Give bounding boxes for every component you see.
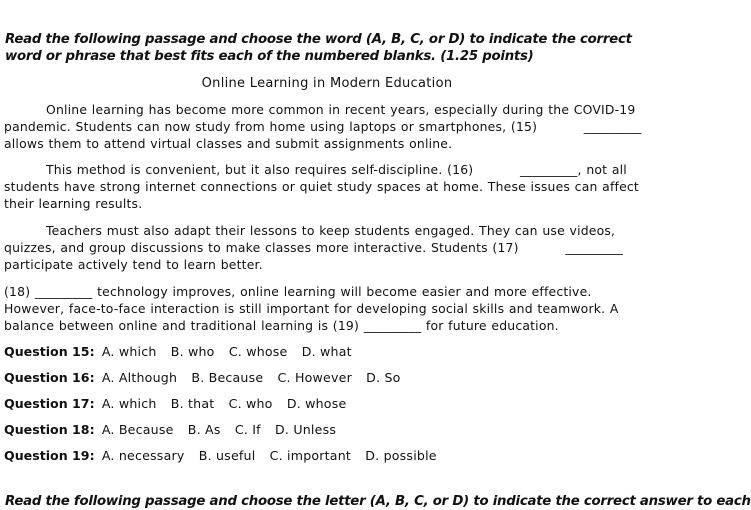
paragraph-2-text-a: This method is convenient, but it also requires self-discipline. (16) xyxy=(46,162,478,177)
paragraph-4 xyxy=(4,283,656,334)
question-16-option-b[interactable]: B. Because xyxy=(191,370,264,385)
question-19 xyxy=(4,447,447,464)
paragraph-4-text-b: technology improves, online learning will become easier and more effective. However, face-to-face interaction is still important for developing social skills and teamwork. A balance between online and traditional learning is (19) xyxy=(4,284,619,333)
question-17-label: Question 17: xyxy=(4,396,95,411)
question-15-option-a[interactable]: A. which xyxy=(101,344,157,359)
question-15-option-d[interactable]: D. what xyxy=(301,344,352,359)
question-18-option-d[interactable]: D. Unless xyxy=(275,422,337,437)
blank-16: _________ xyxy=(519,162,578,177)
passage-title: Online Learning in Modern Education xyxy=(201,76,453,91)
question-17 xyxy=(4,395,356,412)
question-15-label: Question 15: xyxy=(4,344,95,359)
question-17-option-b[interactable]: B. that xyxy=(170,396,215,411)
paragraph-3-text-b: participate actively tend to learn better. xyxy=(4,257,263,272)
paragraph-4-text-c: for future education. xyxy=(421,318,559,333)
question-19-option-d[interactable]: D. possible xyxy=(365,448,437,463)
paragraph-2 xyxy=(4,161,656,212)
next-instruction-partial: Read the following passage and choose the letter (A, B, C, or D) to indicate the correct answer to each xyxy=(5,494,751,509)
blank-19: _________ xyxy=(363,318,422,333)
blank-18: _________ xyxy=(34,284,93,299)
question-17-option-a[interactable]: A. which xyxy=(101,396,157,411)
question-18 xyxy=(4,421,346,438)
question-18-label: Question 18: xyxy=(4,422,95,437)
question-17-option-c[interactable]: C. who xyxy=(228,396,273,411)
question-16-option-c[interactable]: C. However xyxy=(277,370,352,385)
question-18-option-c[interactable]: C. If xyxy=(234,422,261,437)
question-16-label: Question 16: xyxy=(4,370,95,385)
question-19-option-a[interactable]: A. necessary xyxy=(101,448,185,463)
paragraph-1 xyxy=(4,101,656,152)
question-19-label: Question 19: xyxy=(4,448,95,463)
paragraph-3-text-a: Teachers must also adapt their lessons to keep students engaged. They can use videos, quizzes, and group discussions to make classes more interactive. Students (17) xyxy=(4,223,616,255)
blank-17: _________ xyxy=(565,240,623,255)
question-15-option-b[interactable]: B. who xyxy=(170,344,215,359)
question-18-option-b[interactable]: B. As xyxy=(187,422,221,437)
question-18-option-a[interactable]: A. Because xyxy=(101,422,174,437)
paragraph-4-text-a: (18) xyxy=(4,284,35,299)
paragraph-1-text-b: allows them to attend virtual classes and submit assignments online. xyxy=(4,136,453,151)
question-19-option-c[interactable]: C. important xyxy=(269,448,352,463)
question-15-option-c[interactable]: C. whose xyxy=(228,344,288,359)
question-16-option-a[interactable]: A. Although xyxy=(101,370,178,385)
question-16-option-d[interactable]: D. So xyxy=(366,370,401,385)
question-17-option-d[interactable]: D. whose xyxy=(286,396,347,411)
paragraph-2-text-b: , not all students have strong internet connections or quiet study spaces at home. These issues can affect their learning results. xyxy=(4,162,639,211)
question-19-option-b[interactable]: B. useful xyxy=(198,448,256,463)
paragraph-1-text-a: Online learning has become more common in recent years, especially during the COVID-19 pandemic. Students can now study from home using laptops or smartphones, (15) xyxy=(4,102,636,134)
instruction-text: Read the following passage and choose the word (A, B, C, or D) to indicate the correct word or phrase that best fits each of the numbered blanks. (1.25 points) xyxy=(5,32,632,64)
question-16 xyxy=(4,369,411,386)
blank-15: _________ xyxy=(583,119,642,134)
question-15 xyxy=(4,343,362,360)
paragraph-3 xyxy=(4,222,656,273)
